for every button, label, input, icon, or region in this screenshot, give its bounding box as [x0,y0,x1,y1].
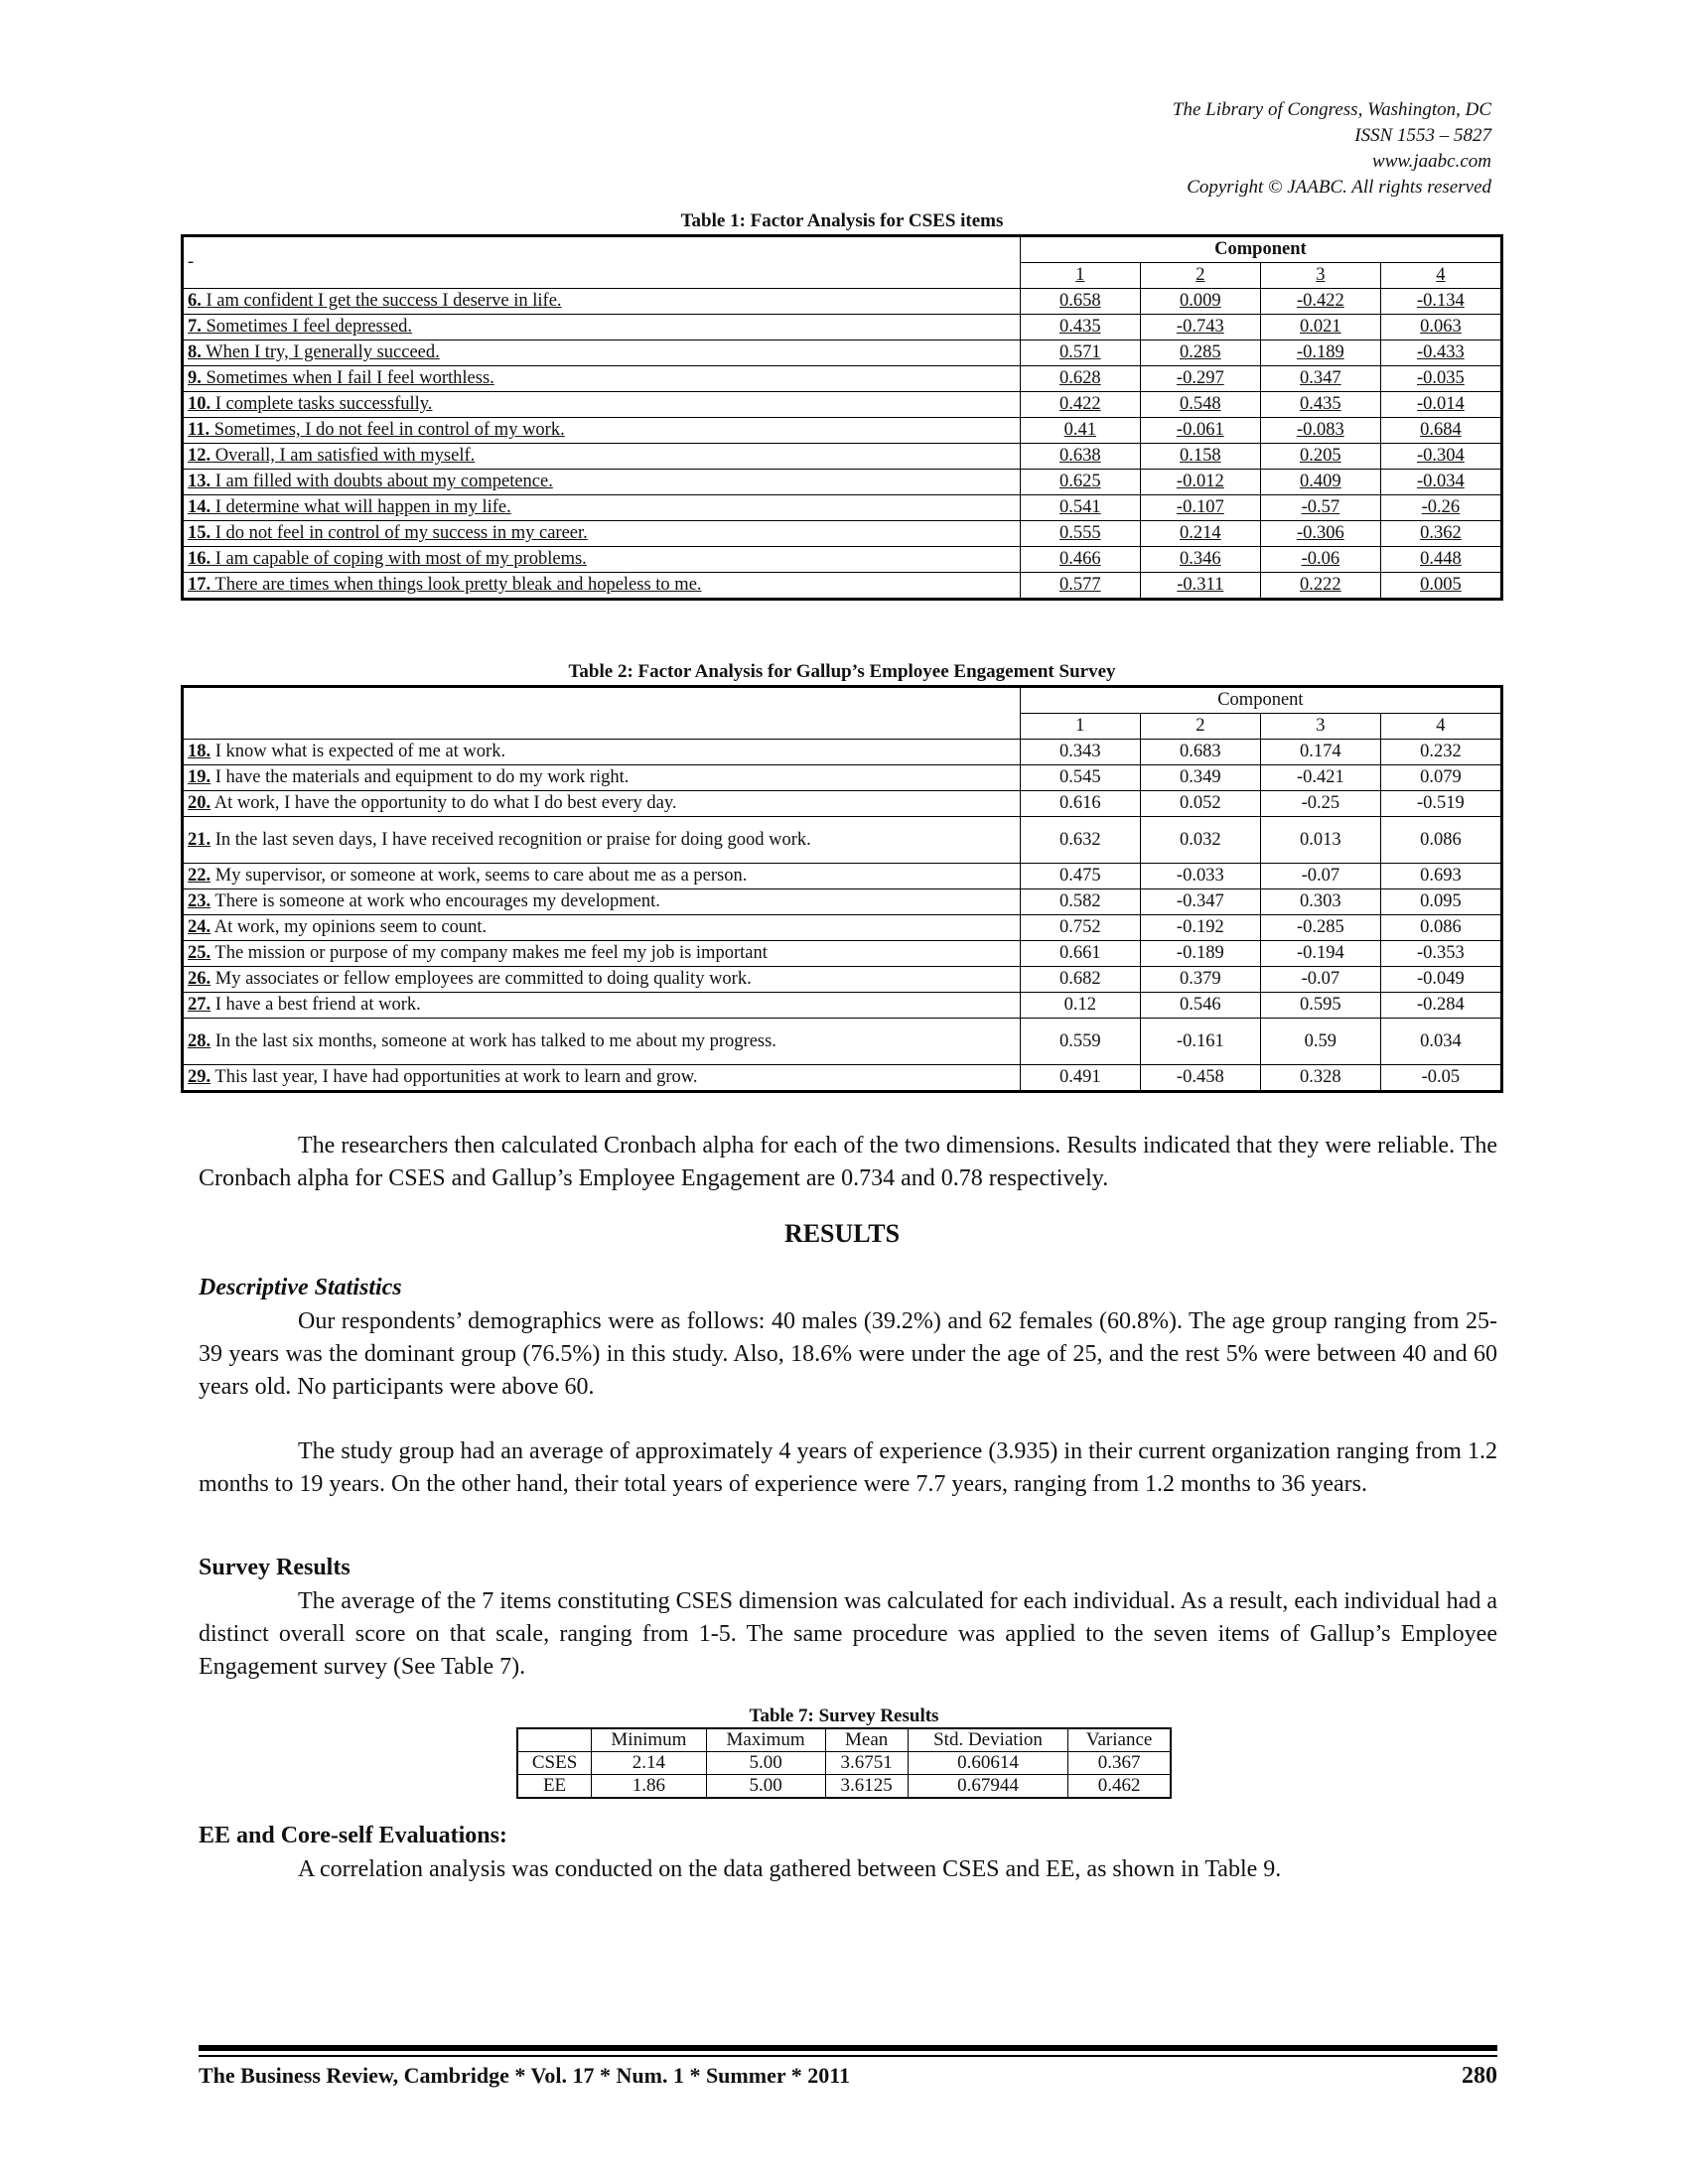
item-cell [183,418,1021,444]
table2 [181,685,1503,1093]
value-cell: -0.26 [1380,495,1501,521]
item-text: I am filled with doubts about my competence. [211,472,553,491]
item-cell [183,889,1021,915]
value-cell: -0.07 [1260,864,1380,889]
column-header: 2 [1140,263,1260,289]
value-cell: 0.545 [1020,765,1140,791]
component-header: Component [1020,236,1501,263]
item-text: In the last seven days, I have received recognition or praise for doing good work. [211,829,811,850]
value-cell: 0.021 [1260,315,1380,341]
item-number: 25. [188,943,211,963]
corner-cell: - [183,236,1021,289]
item-cell [183,993,1021,1019]
item-cell [183,366,1021,392]
table2-caption: Table 2: Factor Analysis for Gallup’s Employee Engagement Survey [568,661,1116,682]
item-number: 9. [188,368,202,388]
item-cell [183,740,1021,765]
item-cell [183,392,1021,418]
value-cell: 0.052 [1140,791,1260,817]
item-text: Sometimes I feel depressed. [201,317,413,337]
column-header: Variance [1068,1728,1171,1752]
table-row [183,289,1502,315]
item-text: I complete tasks successfully. [211,394,433,414]
table-row [517,1752,1171,1775]
value-cell: -0.743 [1140,315,1260,341]
value-cell: 3.6751 [825,1752,908,1775]
item-cell [183,470,1021,495]
item-cell [183,765,1021,791]
item-text: I have the materials and equipment to do my work right. [211,767,630,787]
paragraph: The average of the 7 items constituting CSES dimension was calculated for each individual. As a result, each individual had a distinct overall score on that scale, ranging from 1-5. The same procedure was applied to the seven items of Gallup’s Employee Engagement survey (See Table 7). [199,1588,1497,1680]
table-row [183,993,1502,1019]
value-cell: -0.134 [1380,289,1501,315]
table-row [183,765,1502,791]
value-cell: -0.034 [1380,470,1501,495]
value-cell: 0.034 [1380,1019,1501,1065]
value-cell: 0.752 [1020,915,1140,941]
column-header: Mean [825,1728,908,1752]
value-cell: -0.049 [1380,967,1501,993]
value-cell: -0.519 [1380,791,1501,817]
value-cell: 0.328 [1260,1065,1380,1092]
header-line: ISSN 1553 – 5827 [1354,125,1491,146]
item-cell [183,444,1021,470]
item-number: 29. [188,1067,211,1087]
value-cell: 0.541 [1020,495,1140,521]
table-row [183,864,1502,889]
journal-citation: The Business Review, Cambridge * Vol. 17 * Num. 1 * Summer * 2011 [199,2063,850,2088]
value-cell: 0.661 [1020,941,1140,967]
value-cell: 0.475 [1020,864,1140,889]
value-cell: 0.491 [1020,1065,1140,1092]
item-cell [183,915,1021,941]
table1-caption: Table 1: Factor Analysis for CSES items [680,210,1004,231]
table-row [183,470,1502,495]
value-cell: 0.628 [1020,366,1140,392]
value-cell: -0.433 [1380,341,1501,366]
value-cell: 0.086 [1380,915,1501,941]
item-text: When I try, I generally succeed. [201,342,440,362]
value-cell: -0.421 [1260,765,1380,791]
table-row [183,817,1502,864]
value-cell: 0.555 [1020,521,1140,547]
item-number: 20. [188,793,211,813]
column-header: Std. Deviation [908,1728,1067,1752]
table-row [183,366,1502,392]
column-header: 3 [1260,263,1380,289]
item-text: Sometimes when I fail I feel worthless. [201,368,494,388]
table-row [183,444,1502,470]
value-cell: 0.60614 [908,1752,1067,1775]
corner-cell [183,687,1021,740]
column-header: 3 [1260,714,1380,740]
value-cell: -0.06 [1260,547,1380,573]
paragraph: A correlation analysis was conducted on the data gathered between CSES and EE, as shown in Table 9. [298,1856,1282,1882]
item-text: I do not feel in control of my success in my career. [211,523,588,543]
value-cell: 0.346 [1140,547,1260,573]
value-cell: -0.189 [1260,341,1380,366]
column-header: Minimum [592,1728,707,1752]
value-cell: -0.353 [1380,941,1501,967]
item-number: 19. [188,767,211,787]
value-cell: -0.304 [1380,444,1501,470]
value-cell: 0.632 [1020,817,1140,864]
value-cell: -0.458 [1140,1065,1260,1092]
item-number: 28. [188,1030,211,1051]
item-number: 6. [188,291,202,311]
value-cell: 0.422 [1020,392,1140,418]
value-cell: 0.379 [1140,967,1260,993]
value-cell: 0.349 [1140,765,1260,791]
column-header: 4 [1380,714,1501,740]
paragraph: Our respondents’ demographics were as follows: 40 males (39.2%) and 62 females (60.8%). The age group ranging from 25-39 years was the dominant group (76.5%) in this study. Also, 18.6% were under the age of 25, and the rest 5% were between 40 and 60 years old. No participants were above 60. [199,1308,1497,1400]
item-number: 18. [188,742,211,761]
row-label: CSES [517,1752,592,1775]
item-text: There are times when things look pretty bleak and hopeless to me. [211,575,702,595]
table7 [516,1727,1172,1799]
item-number: 27. [188,995,211,1015]
value-cell: -0.192 [1140,915,1260,941]
value-cell: 0.462 [1068,1775,1171,1799]
value-cell: 0.086 [1380,817,1501,864]
value-cell: 0.005 [1380,573,1501,600]
page-footer [199,2063,1497,2089]
item-number: 15. [188,523,211,543]
value-cell: -0.57 [1260,495,1380,521]
table-row [183,315,1502,341]
value-cell: 0.658 [1020,289,1140,315]
value-cell: 0.222 [1260,573,1380,600]
value-cell: 0.158 [1140,444,1260,470]
value-cell: 0.616 [1020,791,1140,817]
value-cell: -0.07 [1260,967,1380,993]
value-cell: -0.25 [1260,791,1380,817]
table1 [181,234,1503,601]
value-cell: 0.546 [1140,993,1260,1019]
item-cell [183,495,1021,521]
item-cell [183,573,1021,600]
item-cell [183,941,1021,967]
value-cell: 0.013 [1260,817,1380,864]
item-cell [183,864,1021,889]
header-row [183,687,1502,714]
table-row [183,573,1502,600]
value-cell: 0.435 [1020,315,1140,341]
table-row [183,740,1502,765]
value-cell: 0.41 [1020,418,1140,444]
item-text: Overall, I am satisfied with myself. [211,446,476,466]
table-row [183,418,1502,444]
item-text: My associates or fellow employees are committed to doing quality work. [211,969,752,989]
value-cell: 0.12 [1020,993,1140,1019]
value-cell: 0.559 [1020,1019,1140,1065]
table-row [183,341,1502,366]
item-text: This last year, I have had opportunities at work to learn and grow. [211,1067,698,1087]
value-cell: 0.032 [1140,817,1260,864]
value-cell: -0.161 [1140,1019,1260,1065]
item-number: 7. [188,317,202,337]
value-cell: 0.693 [1380,864,1501,889]
value-cell: 0.595 [1260,993,1380,1019]
item-number: 17. [188,575,211,595]
item-text: Sometimes, I do not feel in control of my work. [210,420,565,440]
value-cell: 0.571 [1020,341,1140,366]
table-row [183,392,1502,418]
item-text: I know what is expected of me at work. [211,742,506,761]
value-cell: 2.14 [592,1752,707,1775]
item-text: I determine what will happen in my life. [211,497,511,517]
value-cell: -0.033 [1140,864,1260,889]
value-cell: 0.063 [1380,315,1501,341]
value-cell: 0.362 [1380,521,1501,547]
item-text: My supervisor, or someone at work, seems to care about me as a person. [211,866,748,886]
item-number: 13. [188,472,211,491]
value-cell: 0.205 [1260,444,1380,470]
value-cell: 0.548 [1140,392,1260,418]
table-row [517,1775,1171,1799]
row-label: EE [517,1775,592,1799]
value-cell: -0.311 [1140,573,1260,600]
item-text: I am confident I get the success I deserve in life. [201,291,562,311]
item-text: I am capable of coping with most of my problems. [211,549,587,569]
value-cell: 5.00 [706,1775,825,1799]
footer-rule [199,2045,1497,2051]
header-line: The Library of Congress, Washington, DC [1172,99,1491,120]
item-number: 21. [188,829,211,850]
value-cell: 0.67944 [908,1775,1067,1799]
value-cell: 0.466 [1020,547,1140,573]
item-number: 11. [188,420,211,440]
header-row [183,236,1502,263]
value-cell: 0.59 [1260,1019,1380,1065]
item-cell [183,341,1021,366]
item-cell [183,1065,1021,1092]
value-cell: 0.343 [1020,740,1140,765]
item-cell [183,521,1021,547]
item-cell [183,315,1021,341]
value-cell: -0.083 [1260,418,1380,444]
item-cell [183,1019,1021,1065]
table-row [183,1065,1502,1092]
value-cell: 0.684 [1380,418,1501,444]
item-number: 23. [188,891,211,911]
footer-rule [199,2055,1497,2057]
value-cell: -0.012 [1140,470,1260,495]
item-cell [183,967,1021,993]
header-line: www.jaabc.com [1372,151,1491,172]
value-cell: 0.682 [1020,967,1140,993]
value-cell: 0.009 [1140,289,1260,315]
item-number: 16. [188,549,211,569]
table-row [183,889,1502,915]
item-cell [183,791,1021,817]
item-cell [183,289,1021,315]
header-line: Copyright © JAABC. All rights reserved [1187,177,1491,198]
table-row [183,967,1502,993]
item-text: I have a best friend at work. [211,995,421,1015]
item-number: 8. [188,342,202,362]
paragraph: The study group had an average of approximately 4 years of experience (3.935) in their current organization ranging from 1.2 months to 19 years. On the other hand, their total years of experience were 7.7 years, ranging from 1.2 months to 36 years. [199,1438,1497,1497]
component-header: Component [1020,687,1501,714]
results-heading: RESULTS [783,1219,901,1248]
value-cell: -0.194 [1260,941,1380,967]
item-text: At work, my opinions seem to count. [211,917,488,937]
value-cell: 0.625 [1020,470,1140,495]
value-cell: 0.435 [1260,392,1380,418]
section-heading: Survey Results [199,1555,351,1580]
value-cell: 3.6125 [825,1775,908,1799]
item-text: There is someone at work who encourages my development. [211,891,660,911]
value-cell: 0.409 [1260,470,1380,495]
table7-caption: Table 7: Survey Results [749,1706,939,1726]
column-header: 2 [1140,714,1260,740]
value-cell: 0.683 [1140,740,1260,765]
value-cell: -0.05 [1380,1065,1501,1092]
value-cell: 0.285 [1140,341,1260,366]
header-row [517,1728,1171,1752]
item-text: At work, I have the opportunity to do what I do best every day. [211,793,677,813]
item-number: 14. [188,497,211,517]
value-cell: 0.577 [1020,573,1140,600]
value-cell: -0.014 [1380,392,1501,418]
column-header: 4 [1380,263,1501,289]
value-cell: 0.347 [1260,366,1380,392]
item-number: 22. [188,866,211,886]
value-cell: -0.306 [1260,521,1380,547]
value-cell: -0.422 [1260,289,1380,315]
column-header: 1 [1020,714,1140,740]
value-cell: 0.367 [1068,1752,1171,1775]
value-cell: 0.582 [1020,889,1140,915]
section-heading: Descriptive Statistics [199,1275,402,1300]
table-row [183,521,1502,547]
section-heading: EE and Core-self Evaluations: [199,1823,507,1848]
column-header: 1 [1020,263,1140,289]
table-row [183,1019,1502,1065]
item-number: 12. [188,446,211,466]
item-text: In the last six months, someone at work has talked to me about my progress. [211,1030,776,1051]
value-cell: 5.00 [706,1752,825,1775]
value-cell: -0.297 [1140,366,1260,392]
column-header [517,1728,592,1752]
value-cell: -0.061 [1140,418,1260,444]
value-cell: 1.86 [592,1775,707,1799]
value-cell: 0.079 [1380,765,1501,791]
item-text: The mission or purpose of my company makes me feel my job is important [211,943,768,963]
value-cell: 0.303 [1260,889,1380,915]
table-row [183,495,1502,521]
value-cell: 0.638 [1020,444,1140,470]
value-cell: 0.174 [1260,740,1380,765]
page-number: 280 [1462,2063,1497,2089]
item-cell [183,817,1021,864]
table-row [183,547,1502,573]
value-cell: -0.035 [1380,366,1501,392]
value-cell: 0.214 [1140,521,1260,547]
value-cell: 0.095 [1380,889,1501,915]
value-cell: -0.285 [1260,915,1380,941]
item-number: 26. [188,969,211,989]
value-cell: -0.189 [1140,941,1260,967]
page-header [1173,97,1491,201]
paragraph: The researchers then calculated Cronbach alpha for each of the two dimensions. Results indicated that they were reliable. The Cronbach alpha for CSES and Gallup’s Employee Engagement are 0.734 and 0.78 respectively. [199,1133,1497,1191]
value-cell: 0.448 [1380,547,1501,573]
item-number: 24. [188,917,211,937]
table-row [183,791,1502,817]
value-cell: -0.107 [1140,495,1260,521]
value-cell: -0.347 [1140,889,1260,915]
value-cell: -0.284 [1380,993,1501,1019]
value-cell: 0.232 [1380,740,1501,765]
table-row [183,915,1502,941]
item-cell [183,547,1021,573]
table-row [183,941,1502,967]
item-number: 10. [188,394,211,414]
column-header: Maximum [706,1728,825,1752]
